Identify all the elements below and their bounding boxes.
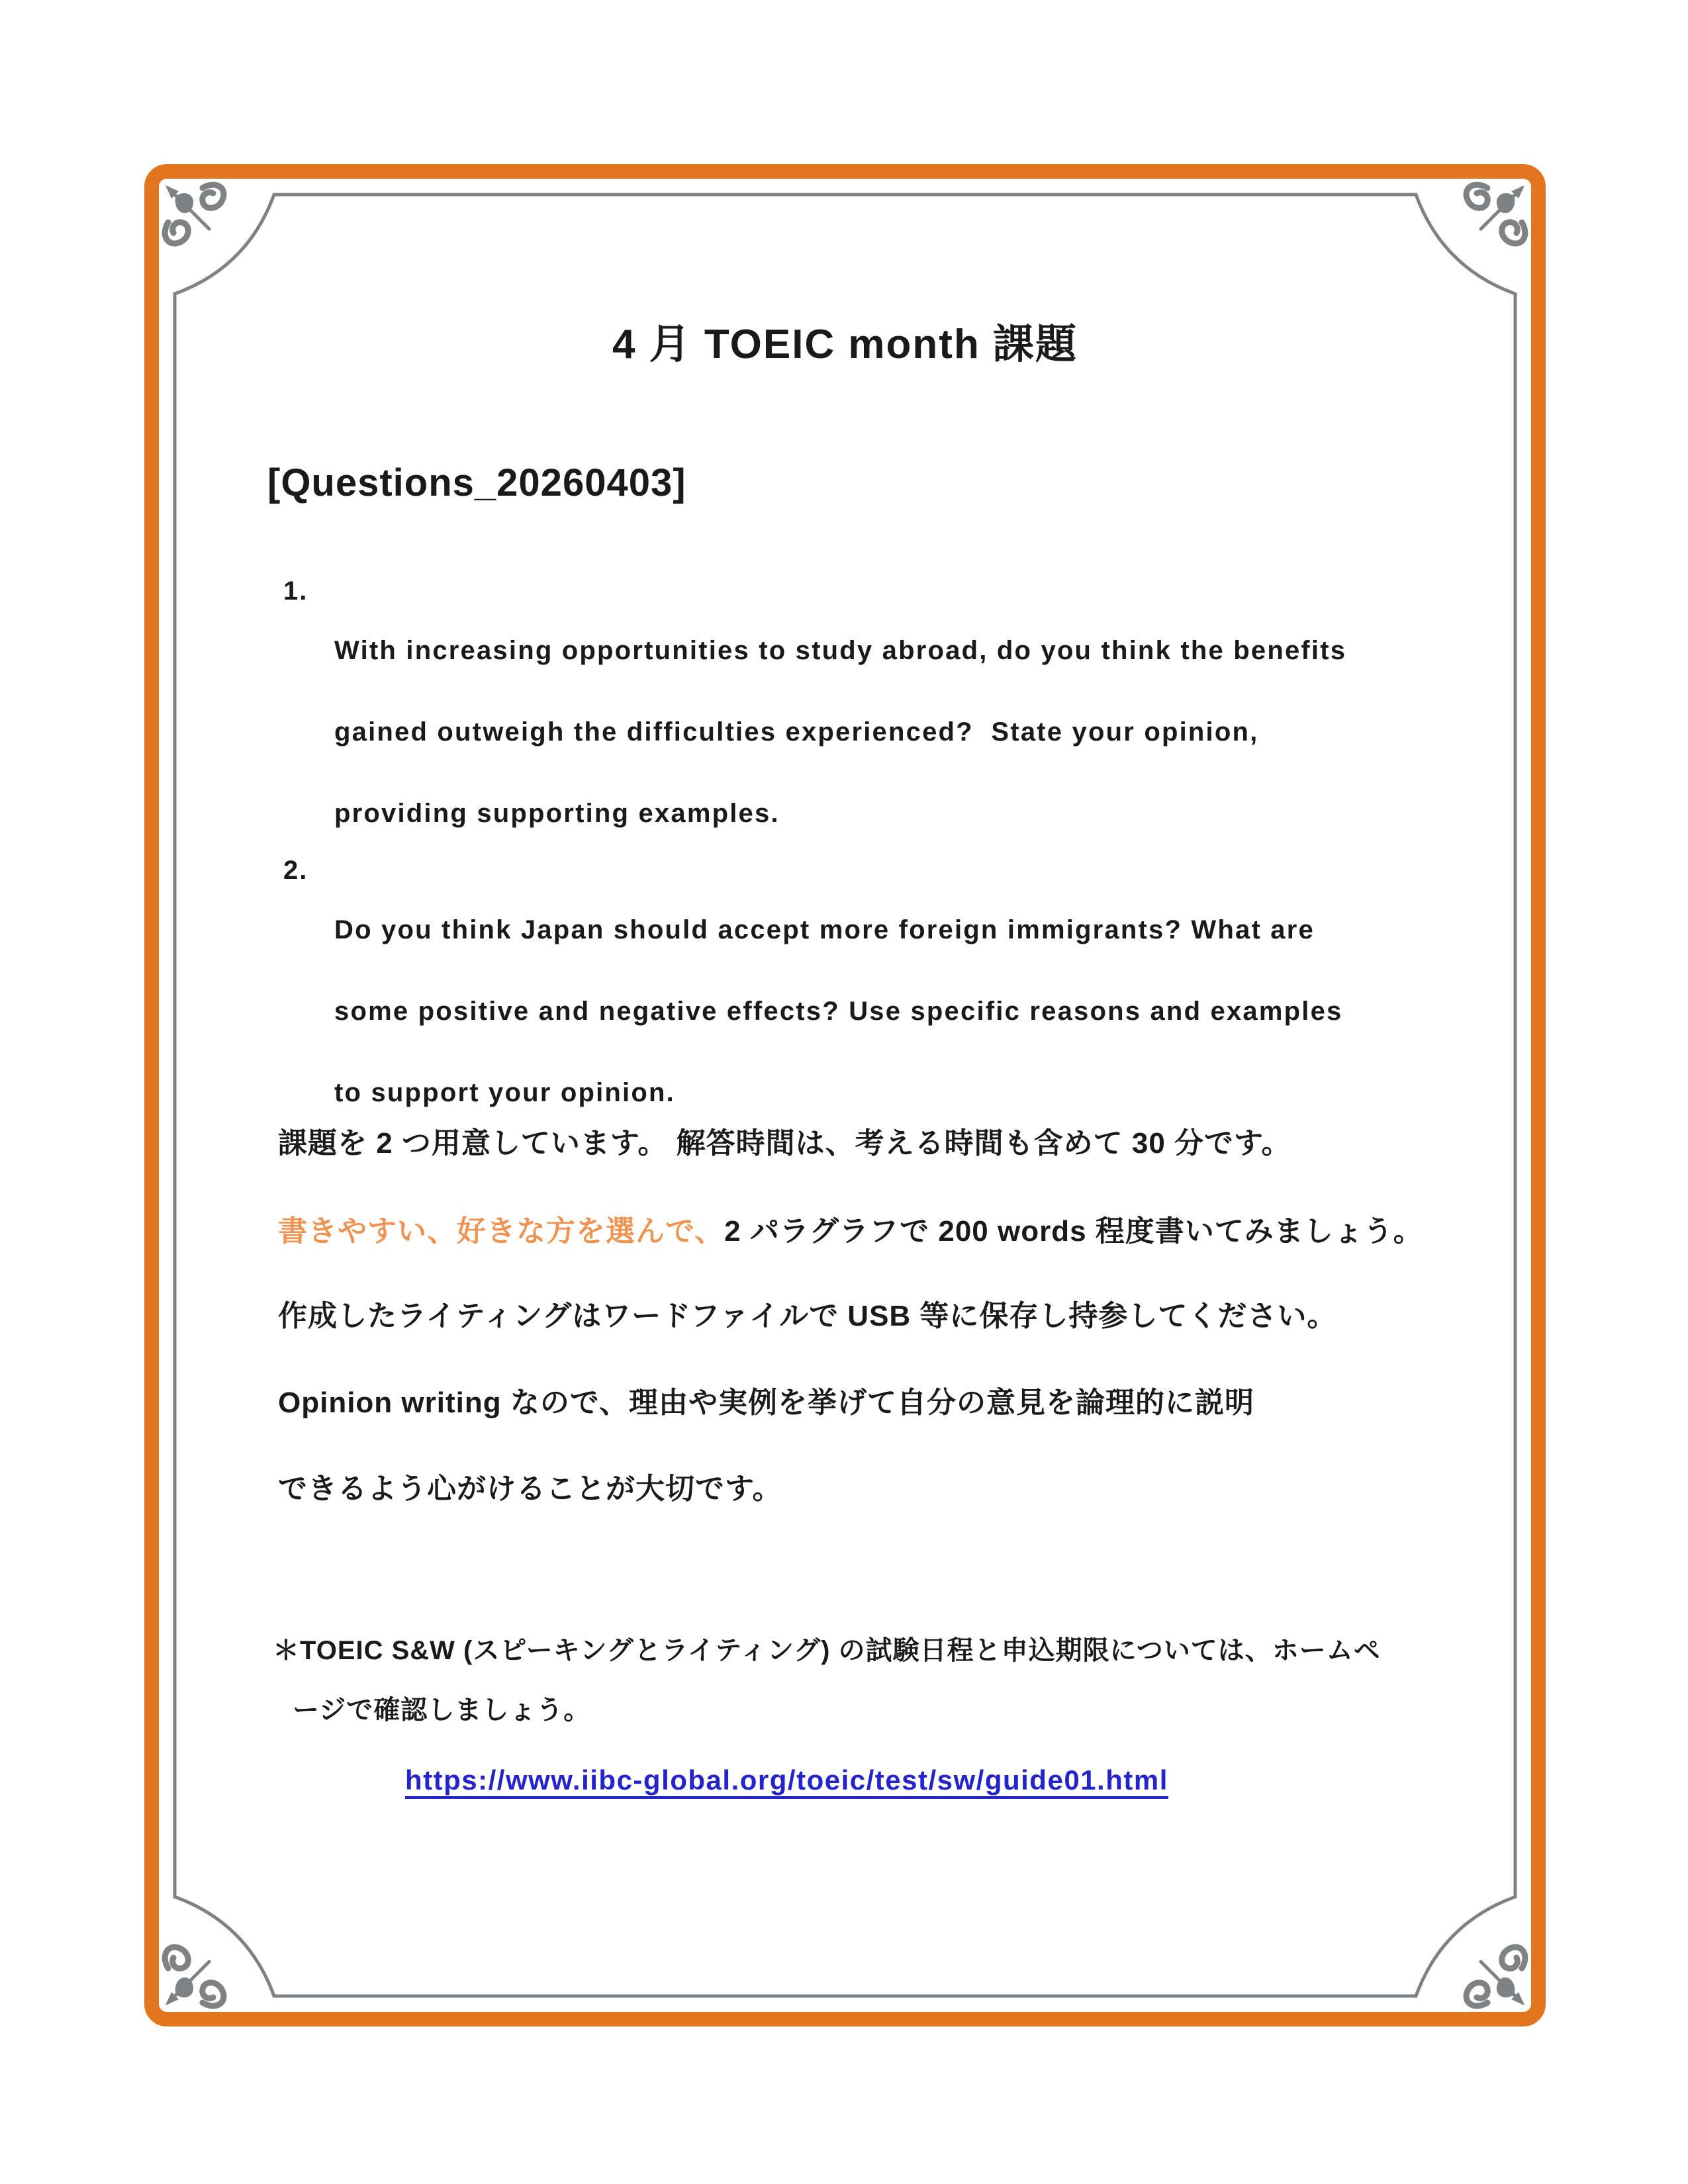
corner-ornament-icon [1437, 1918, 1530, 2011]
highlighted-text: 書きやすい、好きな方を選んで、 [278, 1215, 725, 1248]
page-title: 4 月 TOEIC month 課題 [612, 322, 1078, 367]
question-text [334, 598, 1346, 866]
corner-ornament-icon [1437, 180, 1530, 273]
note-paragraph-choose [278, 1213, 1423, 1250]
note-paragraph-opinion: Opinion writing なので、理由や実例を挙げて自分の意見を論理的に説明 [278, 1387, 1254, 1419]
question-line: some positive and negative effects? Use specific reasons and examples [334, 997, 1343, 1026]
questions-header: [Questions_20260403] [267, 461, 686, 504]
note-paragraph-opinion-cont: できるよう心がけることが大切です。 [278, 1473, 782, 1505]
question-line: to support your opinion. [334, 1078, 675, 1107]
note-paragraph-time: 課題を 2 つ用意しています。 解答時間は、考える時間も含めて 30 分です。 [278, 1127, 1291, 1160]
question-text [334, 878, 1342, 1146]
note-paragraph-choose-rest: 2 パラグラフで 200 words 程度書いてみましょう。 [724, 1215, 1423, 1248]
footnote-line-2: ージで確認しましょう。 [293, 1696, 591, 1725]
question-item-1 [283, 563, 1346, 890]
footnote-line-1: ＊TOEIC S&W (スピーキングとライティング) の試験日程と申込期限については、ホームペ [273, 1636, 1381, 1665]
note-paragraph-usb: 作成したライティングはワードファイルで USB 等に保存し持参してください。 [278, 1300, 1337, 1332]
homepage-link[interactable]: https://www.iibc-global.org/toeic/test/sw/guide01.html [405, 1764, 1168, 1796]
question-line: Do you think Japan should accept more foreign immigrants? What are [334, 915, 1315, 944]
corner-ornament-icon [160, 1918, 253, 2011]
question-number: 2. [283, 856, 308, 885]
question-line: providing supporting examples. [334, 799, 780, 828]
question-line: With increasing opportunities to study abroad, do you think the benefits [334, 636, 1347, 665]
corner-ornament-icon [160, 180, 253, 273]
question-number: 1. [283, 576, 308, 606]
question-item-2 [283, 842, 1342, 1169]
question-line: gained outweigh the difficulties experienced? State your opinion, [334, 717, 1259, 747]
